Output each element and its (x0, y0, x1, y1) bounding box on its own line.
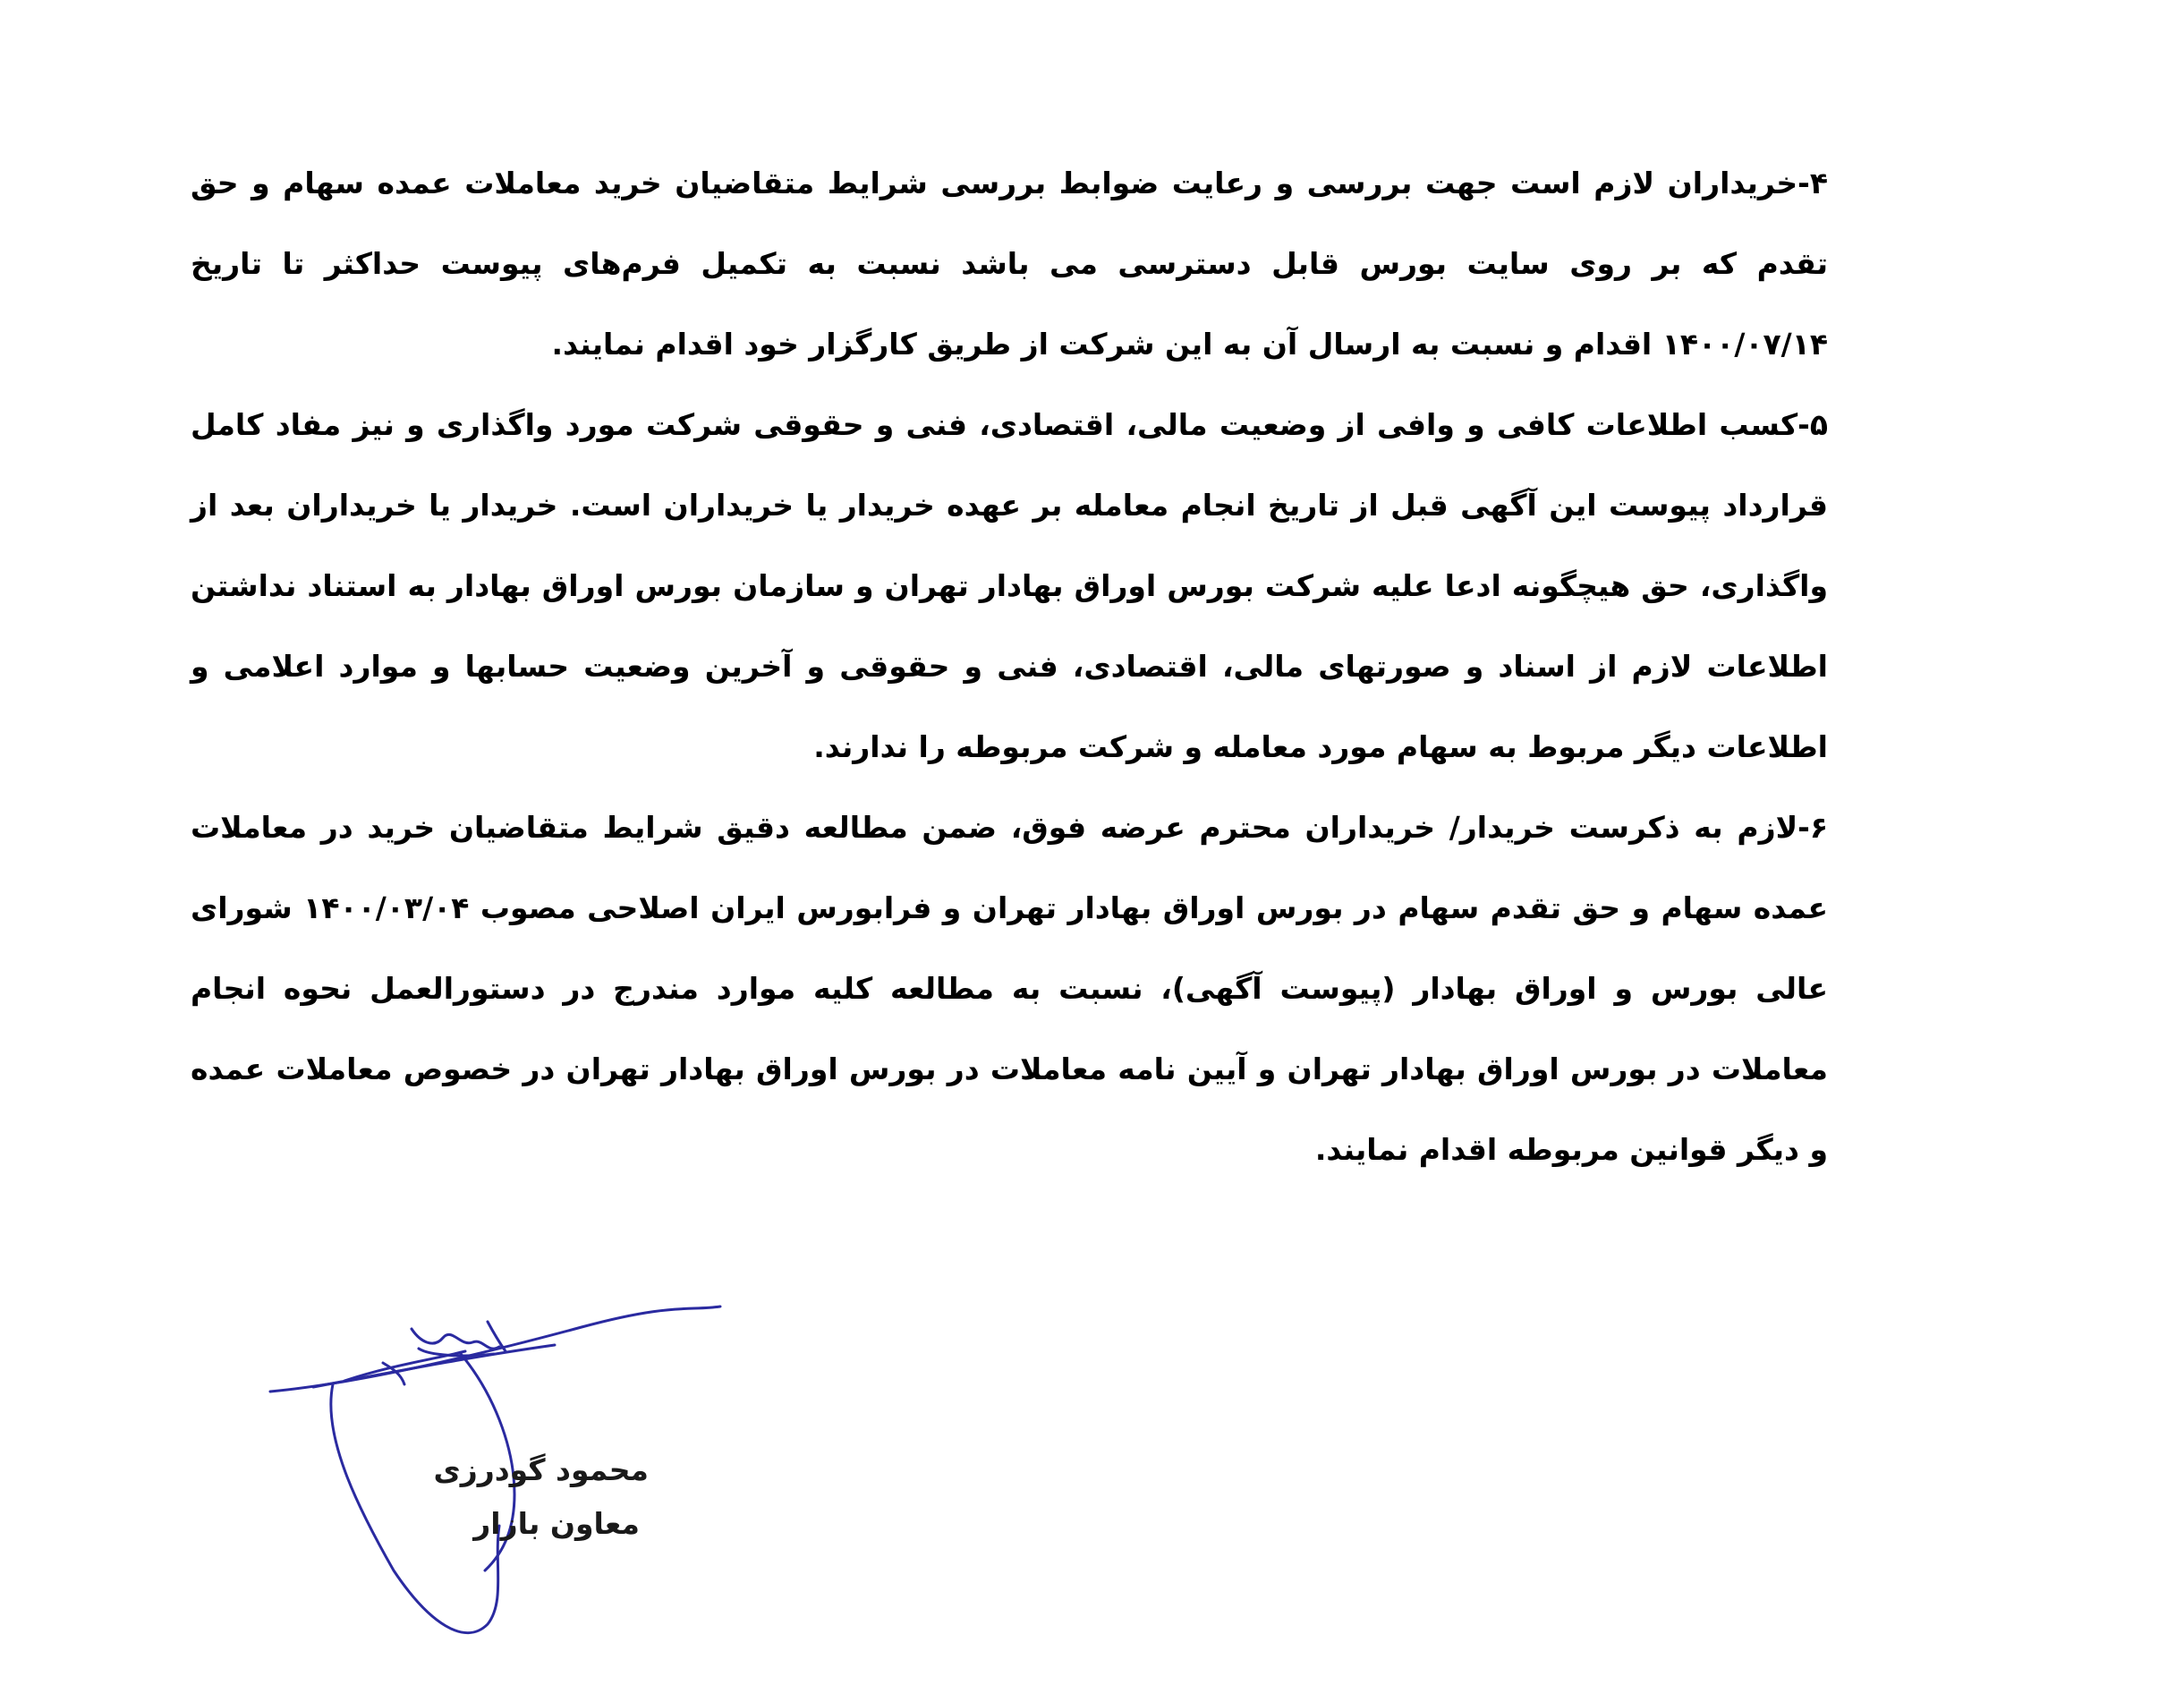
clause-5: ۵-کسب اطلاعات کافی و وافی از وضعیت مالی، اقتصادی، فنی و حقوقی شرکت مورد واگذاری و نیز مفاد کامل قرارداد پیوست این آگهی قبل از تاریخ انجام معامله بر عهده خریدار یا خریداران است. خریدار یا خریداران بعد از واگذاری، حق هیچگونه ادعا علیه شرکت بورس اوراق بهادار تهران و سازمان بورس اوراق بهادار به استناد نداشتن اطلاعات لازم از اسناد و صورتهای مالی، اقتصادی، فنی و حقوقی و آخرین وضعیت حسابها و موارد اعلامی و اطلاعات دیگر مربوط به سهام مورد معامله و شرکت مربوطه را ندارند. (191, 407, 1828, 764)
clause-4: ۴-خریداران لازم است جهت بررسی و رعایت ضوابط بررسی شرایط متقاضیان خرید معاملات عمده سهام و حق تقدم که بر روی سایت بورس قابل دسترسی می باشد نسبت به تکمیل فرم‌های پیوست حداکثر تا تاریخ ۱۴۰۰/۰۷/۱۴ اقدام و نسبت به ارسال آن به این شرکت از طریق کارگزار خود اقدام نمایند. (191, 166, 1828, 362)
signature-block (259, 1302, 734, 1660)
signer-name: محمود گودرزی (433, 1452, 649, 1487)
document-body (191, 143, 1828, 1190)
signer-title: معاون بازار (473, 1506, 640, 1541)
clause-6: ۶-لازم به ذکرست خریدار/ خریداران محترم عرضه فوق، ضمن مطالعه دقیق شرایط متقاضیان خرید در معاملات عمده سهام و حق تقدم سهام در بورس اوراق بهادار تهران و فرابورس ایران اصلاحی مصوب ۱۴۰۰/۰۳/۰۴ شورای عالی بورس و اوراق بهادار (پیوست آگهی)، نسبت به مطالعه کلیه موارد مندرج در دستورالعمل نحوه انجام معاملات در بورس اوراق بهادار تهران و آیین نامه معاملات در بورس اوراق بهادار تهران در خصوص معاملات عمده و دیگر قوانین مربوطه اقدام نمایند. (191, 810, 1828, 1167)
